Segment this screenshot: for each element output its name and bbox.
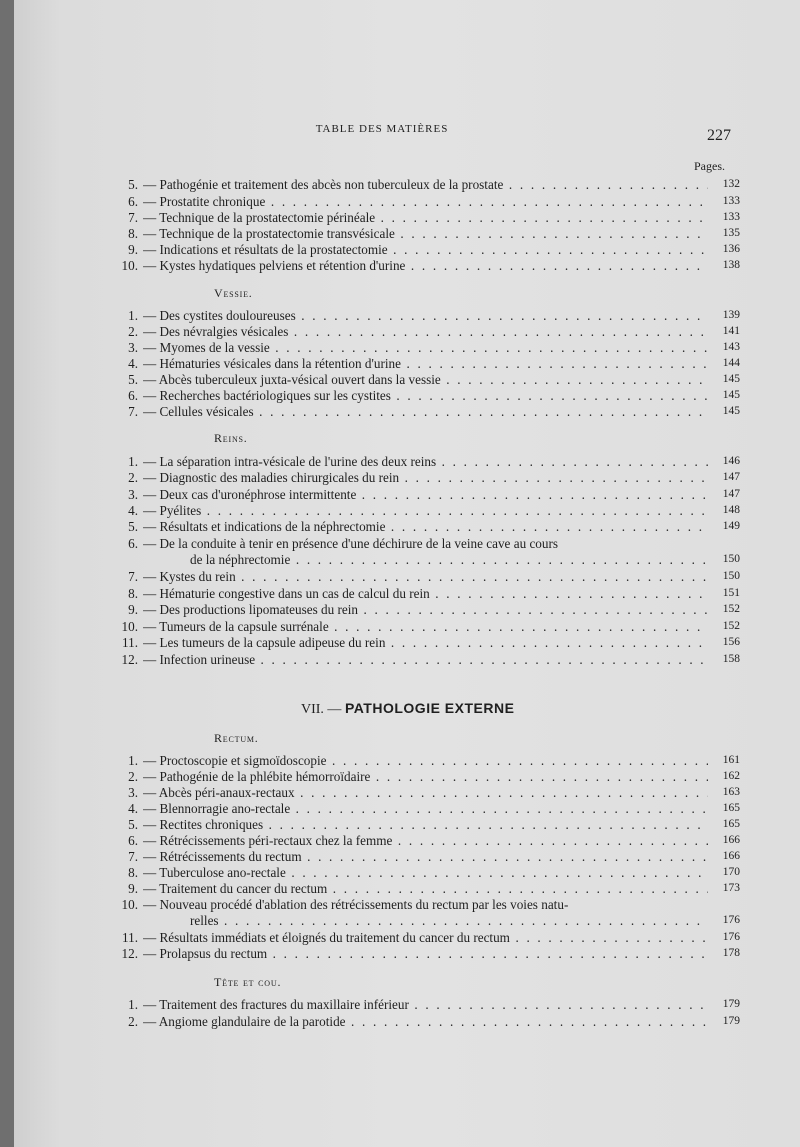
toc-entry: 4. — Hématuries vésicales dans la rétention d'urine . . . 144: [100, 355, 740, 372]
section-heading-rectum: Rectum.: [214, 731, 259, 745]
toc-entry: 5. — Pathogénie et traitement des abcès non tuberculeux de la prostate . . . 132: [100, 176, 740, 193]
toc-entry: 1. — La séparation intra-vésicale de l'urine des deux reins . . . 146: [100, 453, 740, 470]
toc-entry: 11. — Les tumeurs de la capsule adipeuse du rein . . . 156: [100, 634, 740, 651]
toc-entry: 12. — Infection urineuse . . . 158: [100, 651, 740, 668]
toc-entry: 6. — Prostatite chronique . . . 133: [100, 193, 740, 210]
toc-entry: 5. — Rectites chroniques . . . 165: [100, 816, 740, 833]
toc-entry: 2. — Des névralgies vésicales . . . 141: [100, 323, 740, 340]
toc-entry-continuation: de la néphrectomie . . . 150: [100, 551, 740, 568]
toc-entry: 7. — Kystes du rein . . . 150: [100, 568, 740, 585]
toc-entry: 8. — Tuberculose ano-rectale . . . 170: [100, 864, 740, 881]
toc-entry: 3. — Abcès péri-anaux-rectaux . . . 163: [100, 784, 740, 801]
toc-entry: 2. — Pathogénie de la phlébite hémorroïdaire . . . 162: [100, 768, 740, 785]
toc-entry: 1. — Traitement des fractures du maxillaire inférieur . . . 179: [100, 996, 740, 1013]
pages-column-label: Pages.: [694, 159, 725, 173]
document-page: [14, 0, 800, 1147]
chapter-prefix: VII. —: [301, 702, 342, 717]
toc-entry: 3. — Myomes de la vessie . . . 143: [100, 339, 740, 356]
toc-entry: 2. — Angiome glandulaire de la parotide . . . 179: [100, 1013, 740, 1030]
toc-entry: 5. — Résultats et indications de la néphrectomie . . . 149: [100, 518, 740, 535]
toc-entry: 10. — Kystes hydatiques pelviens et rétention d'urine . . . 138: [100, 257, 740, 274]
toc-entry: 12. — Prolapsus du rectum . . . 178: [100, 945, 740, 962]
page-number: 227: [707, 127, 731, 144]
toc-entry: 3. — Deux cas d'uronéphrose intermittente . . . 147: [100, 486, 740, 503]
section-heading-vessie: Vessie.: [214, 286, 253, 300]
toc-entry: 5. — Abcès tuberculeux juxta-vésical ouvert dans la vessie . . . 145: [100, 371, 740, 388]
section-heading-reins: Reins.: [214, 431, 248, 445]
chapter-heading: [301, 700, 514, 718]
section-heading-tete-et-cou: Tête et cou.: [214, 975, 282, 989]
chapter-title: PATHOLOGIE EXTERNE: [344, 700, 515, 716]
running-header-title: TABLE DES MATIÈRES: [315, 123, 449, 135]
toc-entry: 4. — Blennorragie ano-rectale . . . 165: [100, 800, 740, 817]
toc-entry: 7. — Technique de la prostatectomie périnéale . . . 133: [100, 209, 740, 226]
toc-entry: 9. — Indications et résultats de la prostatectomie . . . 136: [100, 241, 740, 258]
toc-entry: 6. — Recherches bactériologiques sur les cystites . . . 145: [100, 387, 740, 404]
toc-entry: 8. — Hématurie congestive dans un cas de calcul du rein . . . 151: [100, 585, 740, 602]
toc-entry: 7. — Cellules vésicales . . . 145: [100, 403, 740, 420]
toc-entry: 8. — Technique de la prostatectomie transvésicale . . . 135: [100, 225, 740, 242]
toc-entry: 6. — De la conduite à tenir en présence d'une déchirure de la veine cave au cours: [128, 536, 559, 551]
toc-entry: 4. — Pyélites . . . 148: [100, 502, 740, 519]
toc-entry: 1. — Proctoscopie et sigmoïdoscopie . . . 161: [100, 752, 740, 769]
toc-entry: 1. — Des cystites douloureuses . . . 139: [100, 307, 740, 324]
toc-entry: 10. — Nouveau procédé d'ablation des rétrécissements du rectum par les voies natu-: [121, 897, 569, 912]
toc-entry: 7. — Rétrécissements du rectum . . . 166: [100, 848, 740, 865]
toc-entry: 2. — Diagnostic des maladies chirurgicales du rein . . . 147: [100, 469, 740, 486]
toc-entry: 9. — Des productions lipomateuses du rein . . . 152: [100, 601, 740, 618]
toc-entry: 9. — Traitement du cancer du rectum . . . 173: [100, 880, 740, 897]
toc-entry: 6. — Rétrécissements péri-rectaux chez la femme . . . 166: [100, 832, 740, 849]
toc-entry-continuation: relles . . . 176: [100, 912, 740, 929]
toc-entry: 10. — Tumeurs de la capsule surrénale . . . 152: [100, 618, 740, 635]
toc-entry: 11. — Résultats immédiats et éloignés du traitement du cancer du rectum . . . 176: [100, 929, 740, 946]
